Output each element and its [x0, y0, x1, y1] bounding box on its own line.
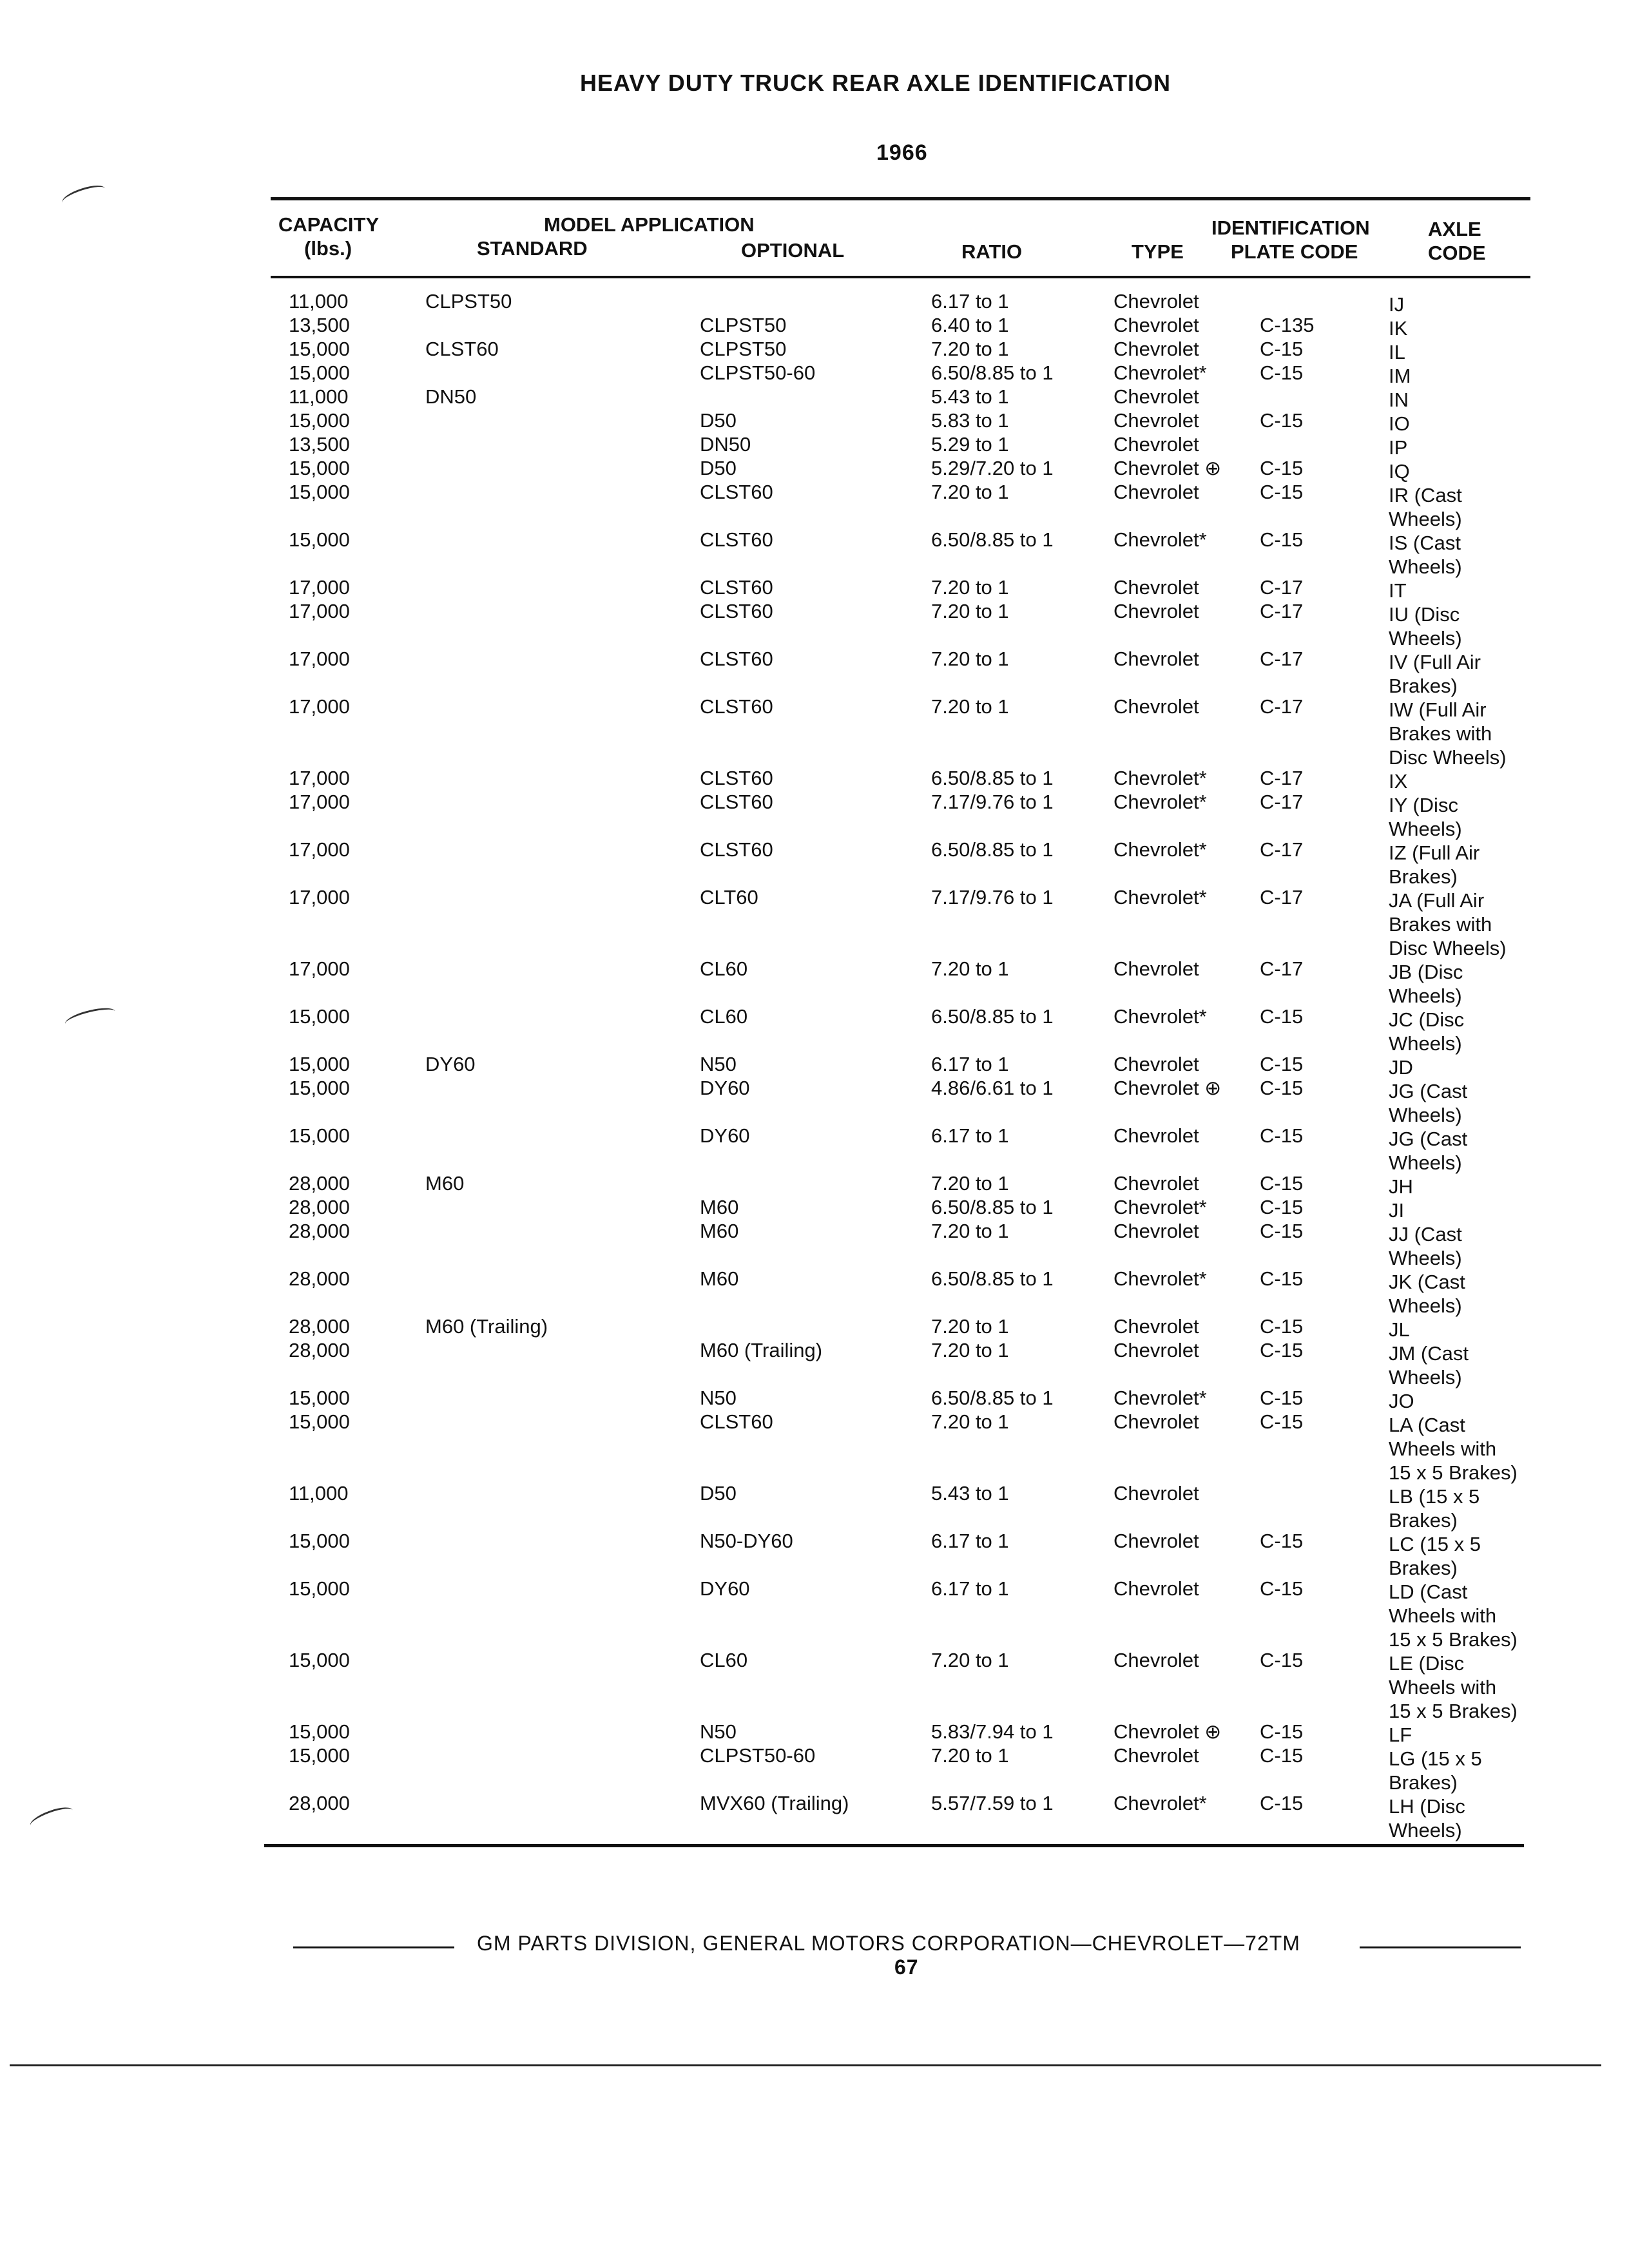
header-capacity-unit: (lbs.) [304, 237, 352, 260]
year-label: 1966 [876, 140, 928, 165]
cell-optional: M60 [700, 1196, 739, 1218]
cell-axle-code: JH [1389, 1175, 1413, 1198]
cell-capacity: 17,000 [289, 695, 350, 718]
cell-axle-code: 15 x 5 Brakes) [1389, 1628, 1518, 1651]
cell-plate-code: C-15 [1260, 481, 1304, 503]
cell-ratio: 7.17/9.76 to 1 [931, 791, 1054, 813]
cell-type: Chevrolet [1113, 338, 1199, 360]
cell-axle-code: IX [1389, 770, 1408, 793]
cell-optional: M60 [700, 1220, 739, 1242]
cell-axle-code: JB (Disc [1389, 961, 1463, 983]
cell-plate-code: C-15 [1260, 1530, 1304, 1552]
cell-plate-code: C-17 [1260, 648, 1304, 670]
cell-capacity: 17,000 [289, 576, 350, 599]
cell-optional: N50-DY60 [700, 1530, 793, 1552]
cell-axle-code: Wheels) [1389, 1819, 1462, 1841]
cell-axle-code: Wheels) [1389, 818, 1462, 840]
cell-axle-code: LA (Cast [1389, 1414, 1465, 1436]
cell-axle-code: Wheels) [1389, 508, 1462, 530]
cell-optional: N50 [700, 1387, 737, 1409]
cell-standard: DY60 [425, 1053, 476, 1075]
cell-plate-code: C-15 [1260, 1124, 1304, 1147]
cell-axle-code: Wheels) [1389, 1032, 1462, 1055]
cell-axle-code: Wheels with [1389, 1437, 1497, 1460]
cell-axle-code: JI [1389, 1199, 1405, 1222]
cell-type: Chevrolet [1113, 1744, 1199, 1767]
cell-capacity: 15,000 [289, 1077, 350, 1099]
cell-optional: DY60 [700, 1577, 750, 1600]
cell-axle-code: JA (Full Air [1389, 889, 1485, 912]
cell-ratio: 5.43 to 1 [931, 385, 1009, 408]
cell-axle-code: JC (Disc [1389, 1008, 1465, 1031]
cell-plate-code: C-17 [1260, 767, 1304, 789]
cell-capacity: 17,000 [289, 767, 350, 789]
cell-plate-code: C-15 [1260, 1315, 1304, 1338]
cell-optional: N50 [700, 1053, 737, 1075]
cell-optional: CLST60 [700, 1410, 773, 1433]
cell-ratio: 7.20 to 1 [931, 957, 1009, 980]
cell-plate-code: C-15 [1260, 361, 1304, 384]
header-standard: STANDARD [477, 237, 588, 260]
cell-ratio: 6.17 to 1 [931, 290, 1009, 312]
cell-type: Chevrolet* [1113, 886, 1207, 908]
cell-axle-code: IZ (Full Air [1389, 841, 1480, 864]
cell-optional: N50 [700, 1720, 737, 1743]
cell-optional: CL60 [700, 1649, 748, 1671]
cell-ratio: 7.20 to 1 [931, 1172, 1009, 1195]
cell-type: Chevrolet* [1113, 1267, 1207, 1290]
cell-plate-code: C-15 [1260, 457, 1304, 479]
cell-axle-code: IW (Full Air [1389, 698, 1487, 721]
cell-optional: CLST60 [700, 481, 773, 503]
cell-capacity: 15,000 [289, 1124, 350, 1147]
cell-ratio: 6.17 to 1 [931, 1577, 1009, 1600]
cell-ratio: 5.29/7.20 to 1 [931, 457, 1054, 479]
cell-type: Chevrolet [1113, 409, 1199, 432]
binder-mark [63, 1004, 117, 1032]
cell-capacity: 13,500 [289, 433, 350, 456]
cell-capacity: 17,000 [289, 600, 350, 622]
cell-axle-code: JO [1389, 1390, 1414, 1412]
page-number: 67 [894, 1956, 919, 1979]
cell-axle-code: JD [1389, 1056, 1413, 1079]
cell-type: Chevrolet [1113, 1339, 1199, 1361]
cell-axle-code: Brakes) [1389, 865, 1458, 888]
cell-axle-code: IS (Cast [1389, 532, 1461, 554]
header-capacity: CAPACITY [278, 213, 380, 236]
cell-axle-code: LD (Cast [1389, 1581, 1468, 1603]
cell-capacity: 17,000 [289, 957, 350, 980]
cell-plate-code: C-17 [1260, 600, 1304, 622]
cell-type: Chevrolet [1113, 1172, 1199, 1195]
cell-capacity: 15,000 [289, 1053, 350, 1075]
cell-ratio: 5.57/7.59 to 1 [931, 1792, 1054, 1814]
cell-capacity: 15,000 [289, 481, 350, 503]
cell-plate-code: C-17 [1260, 838, 1304, 861]
cell-plate-code: C-15 [1260, 1744, 1304, 1767]
cell-standard: CLPST50 [425, 290, 512, 312]
cell-optional: CLT60 [700, 886, 758, 908]
header-type: TYPE [1132, 240, 1184, 263]
binder-mark [60, 182, 108, 210]
cell-axle-code: Brakes) [1389, 1771, 1458, 1794]
cell-type: Chevrolet [1113, 648, 1199, 670]
cell-plate-code: C-15 [1260, 338, 1304, 360]
cell-type: Chevrolet [1113, 290, 1199, 312]
cell-optional: CLST60 [700, 648, 773, 670]
cell-ratio: 5.43 to 1 [931, 1482, 1009, 1504]
cell-ratio: 5.83/7.94 to 1 [931, 1720, 1054, 1743]
cell-axle-code: JJ (Cast [1389, 1223, 1462, 1245]
cell-type: Chevrolet [1113, 314, 1199, 336]
cell-axle-code: Brakes) [1389, 1509, 1458, 1532]
cell-capacity: 28,000 [289, 1267, 350, 1290]
cell-ratio: 7.20 to 1 [931, 1315, 1009, 1338]
cell-capacity: 28,000 [289, 1315, 350, 1338]
cell-optional: CLST60 [700, 838, 773, 861]
cell-type: Chevrolet* [1113, 1792, 1207, 1814]
cell-axle-code: JL [1389, 1318, 1410, 1341]
cell-capacity: 15,000 [289, 1410, 350, 1433]
cell-plate-code: C-15 [1260, 1220, 1304, 1242]
cell-axle-code: Wheels) [1389, 1366, 1462, 1389]
cell-ratio: 6.50/8.85 to 1 [931, 1267, 1054, 1290]
cell-optional: CLST60 [700, 600, 773, 622]
cell-plate-code: C-15 [1260, 1172, 1304, 1195]
cell-axle-code: IM [1389, 365, 1411, 387]
cell-axle-code: IK [1389, 317, 1408, 340]
cell-optional: CLPST50-60 [700, 1744, 816, 1767]
cell-type: Chevrolet [1113, 1649, 1199, 1671]
cell-standard: M60 [425, 1172, 465, 1195]
binder-mark [28, 1803, 75, 1833]
cell-capacity: 15,000 [289, 409, 350, 432]
cell-capacity: 15,000 [289, 1530, 350, 1552]
cell-type: Chevrolet* [1113, 528, 1207, 551]
page-edge-rule [10, 2064, 1601, 2066]
header-identification: IDENTIFICATION [1211, 216, 1370, 239]
cell-type: Chevrolet* [1113, 1387, 1207, 1409]
cell-axle-code: Wheels) [1389, 985, 1462, 1007]
cell-optional: CLST60 [700, 576, 773, 599]
cell-optional: DN50 [700, 433, 751, 456]
cell-capacity: 15,000 [289, 1720, 350, 1743]
cell-ratio: 7.20 to 1 [931, 1649, 1009, 1671]
footer-left-rule [293, 1946, 454, 1948]
cell-ratio: 7.20 to 1 [931, 600, 1009, 622]
cell-optional: M60 (Trailing) [700, 1339, 823, 1361]
cell-plate-code: C-17 [1260, 886, 1304, 908]
cell-capacity: 15,000 [289, 361, 350, 384]
cell-plate-code: C-15 [1260, 1410, 1304, 1433]
cell-type: Chevrolet [1113, 1577, 1199, 1600]
cell-optional: CLST60 [700, 528, 773, 551]
header-model-application: MODEL APPLICATION [544, 213, 755, 236]
cell-ratio: 6.50/8.85 to 1 [931, 767, 1054, 789]
cell-type: Chevrolet* [1113, 361, 1207, 384]
cell-ratio: 6.50/8.85 to 1 [931, 1387, 1054, 1409]
header-optional: OPTIONAL [741, 239, 845, 262]
cell-ratio: 7.20 to 1 [931, 481, 1009, 503]
cell-type: Chevrolet ⊕ [1113, 457, 1222, 479]
cell-capacity: 17,000 [289, 648, 350, 670]
cell-capacity: 17,000 [289, 838, 350, 861]
cell-capacity: 15,000 [289, 528, 350, 551]
cell-type: Chevrolet [1113, 695, 1199, 718]
cell-ratio: 5.83 to 1 [931, 409, 1009, 432]
cell-axle-code: Wheels) [1389, 1247, 1462, 1269]
cell-ratio: 7.20 to 1 [931, 1220, 1009, 1242]
cell-plate-code: C-135 [1260, 314, 1315, 336]
cell-optional: D50 [700, 409, 737, 432]
cell-type: Chevrolet [1113, 600, 1199, 622]
cell-plate-code: C-15 [1260, 1577, 1304, 1600]
cell-capacity: 15,000 [289, 1005, 350, 1028]
cell-plate-code: C-17 [1260, 957, 1304, 980]
cell-axle-code: IT [1389, 579, 1407, 602]
cell-type: Chevrolet [1113, 957, 1199, 980]
cell-capacity: 17,000 [289, 886, 350, 908]
cell-axle-code: IY (Disc [1389, 794, 1458, 816]
cell-optional: M60 [700, 1267, 739, 1290]
cell-ratio: 7.20 to 1 [931, 338, 1009, 360]
cell-axle-code: Wheels) [1389, 555, 1462, 578]
cell-ratio: 6.50/8.85 to 1 [931, 528, 1054, 551]
cell-axle-code: Wheels with [1389, 1604, 1497, 1627]
cell-type: Chevrolet ⊕ [1113, 1077, 1222, 1099]
cell-type: Chevrolet* [1113, 1005, 1207, 1028]
cell-plate-code: C-15 [1260, 1267, 1304, 1290]
cell-type: Chevrolet [1113, 433, 1199, 456]
cell-optional: CLPST50-60 [700, 361, 816, 384]
cell-ratio: 7.20 to 1 [931, 576, 1009, 599]
cell-plate-code: C-15 [1260, 1387, 1304, 1409]
cell-type: Chevrolet [1113, 481, 1199, 503]
cell-axle-code: LH (Disc [1389, 1795, 1465, 1818]
cell-type: Chevrolet [1113, 1124, 1199, 1147]
cell-ratio: 7.20 to 1 [931, 1410, 1009, 1433]
footer-text: GM PARTS DIVISION, GENERAL MOTORS CORPORATION—CHEVROLET—72TM [477, 1932, 1300, 1955]
cell-type: Chevrolet [1113, 1530, 1199, 1552]
cell-capacity: 15,000 [289, 338, 350, 360]
cell-plate-code: C-15 [1260, 1649, 1304, 1671]
cell-type: Chevrolet [1113, 1315, 1199, 1338]
cell-optional: D50 [700, 457, 737, 479]
cell-ratio: 6.50/8.85 to 1 [931, 1196, 1054, 1218]
cell-axle-code: 15 x 5 Brakes) [1389, 1461, 1518, 1484]
cell-optional: CLST60 [700, 767, 773, 789]
cell-standard: CLST60 [425, 338, 499, 360]
cell-axle-code: IV (Full Air [1389, 651, 1481, 673]
cell-type: Chevrolet* [1113, 767, 1207, 789]
cell-axle-code: Wheels) [1389, 627, 1462, 649]
cell-axle-code: JM (Cast [1389, 1342, 1469, 1365]
cell-axle-code: Brakes with [1389, 913, 1492, 936]
cell-optional: CL60 [700, 1005, 748, 1028]
cell-type: Chevrolet [1113, 576, 1199, 599]
cell-ratio: 6.50/8.85 to 1 [931, 1005, 1054, 1028]
table-top-rule [271, 197, 1530, 200]
cell-optional: CLPST50 [700, 314, 787, 336]
cell-type: Chevrolet* [1113, 791, 1207, 813]
cell-plate-code: C-15 [1260, 1720, 1304, 1743]
cell-ratio: 7.20 to 1 [931, 1339, 1009, 1361]
cell-optional: DY60 [700, 1077, 750, 1099]
cell-axle-code: IQ [1389, 460, 1410, 483]
cell-plate-code: C-15 [1260, 528, 1304, 551]
cell-plate-code: C-15 [1260, 1792, 1304, 1814]
page-title: HEAVY DUTY TRUCK REAR AXLE IDENTIFICATION [580, 70, 1171, 96]
cell-axle-code: 15 x 5 Brakes) [1389, 1700, 1518, 1722]
cell-type: Chevrolet* [1113, 1196, 1207, 1218]
cell-capacity: 15,000 [289, 1387, 350, 1409]
cell-axle-code: Wheels) [1389, 1104, 1462, 1126]
cell-axle-code: LB (15 x 5 [1389, 1485, 1480, 1508]
cell-ratio: 7.17/9.76 to 1 [931, 886, 1054, 908]
cell-ratio: 7.20 to 1 [931, 648, 1009, 670]
cell-optional: CLST60 [700, 791, 773, 813]
cell-axle-code: IR (Cast [1389, 484, 1462, 506]
cell-axle-code: IO [1389, 412, 1410, 435]
cell-capacity: 15,000 [289, 1577, 350, 1600]
cell-ratio: 6.50/8.85 to 1 [931, 361, 1054, 384]
cell-standard: DN50 [425, 385, 477, 408]
cell-ratio: 6.50/8.85 to 1 [931, 838, 1054, 861]
cell-axle-code: LG (15 x 5 [1389, 1747, 1482, 1770]
cell-capacity: 28,000 [289, 1792, 350, 1814]
cell-plate-code: C-17 [1260, 791, 1304, 813]
cell-capacity: 11,000 [289, 1482, 349, 1504]
cell-axle-code: IN [1389, 389, 1409, 411]
cell-type: Chevrolet [1113, 385, 1199, 408]
cell-capacity: 15,000 [289, 1744, 350, 1767]
cell-axle-code: LE (Disc [1389, 1652, 1465, 1675]
header-bottom-rule [271, 276, 1530, 278]
cell-type: Chevrolet [1113, 1220, 1199, 1242]
cell-optional: CLST60 [700, 695, 773, 718]
cell-ratio: 7.20 to 1 [931, 695, 1009, 718]
cell-type: Chevrolet [1113, 1410, 1199, 1433]
cell-axle-code: JG (Cast [1389, 1128, 1468, 1150]
cell-axle-code: JG (Cast [1389, 1080, 1468, 1102]
cell-axle-code: Wheels with [1389, 1676, 1497, 1698]
cell-plate-code: C-15 [1260, 1339, 1304, 1361]
footer-right-rule [1360, 1946, 1521, 1948]
cell-axle-code: Disc Wheels) [1389, 937, 1507, 959]
cell-axle-code: Brakes with [1389, 722, 1492, 745]
cell-optional: CL60 [700, 957, 748, 980]
cell-axle-code: LF [1389, 1724, 1412, 1746]
header-code: CODE [1428, 242, 1486, 264]
cell-axle-code: IU (Disc [1389, 603, 1460, 626]
cell-optional: MVX60 (Trailing) [700, 1792, 849, 1814]
cell-optional: CLPST50 [700, 338, 787, 360]
cell-ratio: 6.17 to 1 [931, 1124, 1009, 1147]
cell-capacity: 11,000 [289, 385, 349, 408]
cell-axle-code: Wheels) [1389, 1151, 1462, 1174]
cell-axle-code: LC (15 x 5 [1389, 1533, 1481, 1555]
cell-type: Chevrolet [1113, 1482, 1199, 1504]
cell-capacity: 28,000 [289, 1220, 350, 1242]
cell-plate-code: C-15 [1260, 1053, 1304, 1075]
cell-capacity: 15,000 [289, 1649, 350, 1671]
cell-plate-code: C-17 [1260, 576, 1304, 599]
table-bottom-rule [264, 1844, 1524, 1847]
cell-axle-code: IP [1389, 436, 1408, 459]
cell-type: Chevrolet* [1113, 838, 1207, 861]
cell-capacity: 28,000 [289, 1172, 350, 1195]
cell-capacity: 28,000 [289, 1196, 350, 1218]
cell-capacity: 11,000 [289, 290, 349, 312]
cell-ratio: 6.40 to 1 [931, 314, 1009, 336]
cell-axle-code: Disc Wheels) [1389, 746, 1507, 769]
cell-type: Chevrolet ⊕ [1113, 1720, 1222, 1743]
cell-axle-code: JK (Cast [1389, 1271, 1465, 1293]
header-axle: AXLE [1428, 218, 1481, 240]
cell-optional: D50 [700, 1482, 737, 1504]
cell-capacity: 17,000 [289, 791, 350, 813]
cell-ratio: 7.20 to 1 [931, 1744, 1009, 1767]
cell-capacity: 13,500 [289, 314, 350, 336]
cell-plate-code: C-17 [1260, 695, 1304, 718]
header-plate-code: PLATE CODE [1231, 240, 1358, 263]
cell-capacity: 15,000 [289, 457, 350, 479]
cell-axle-code: IJ [1389, 293, 1405, 316]
cell-ratio: 4.86/6.61 to 1 [931, 1077, 1054, 1099]
cell-optional: DY60 [700, 1124, 750, 1147]
cell-capacity: 28,000 [289, 1339, 350, 1361]
cell-axle-code: Brakes) [1389, 675, 1458, 697]
cell-plate-code: C-15 [1260, 1077, 1304, 1099]
cell-standard: M60 (Trailing) [425, 1315, 548, 1338]
cell-plate-code: C-15 [1260, 409, 1304, 432]
header-ratio: RATIO [961, 240, 1023, 263]
cell-ratio: 5.29 to 1 [931, 433, 1009, 456]
cell-plate-code: C-15 [1260, 1005, 1304, 1028]
cell-axle-code: IL [1389, 341, 1405, 363]
cell-ratio: 6.17 to 1 [931, 1053, 1009, 1075]
cell-ratio: 6.17 to 1 [931, 1530, 1009, 1552]
cell-plate-code: C-15 [1260, 1196, 1304, 1218]
cell-axle-code: Brakes) [1389, 1557, 1458, 1579]
cell-type: Chevrolet [1113, 1053, 1199, 1075]
cell-axle-code: Wheels) [1389, 1294, 1462, 1317]
